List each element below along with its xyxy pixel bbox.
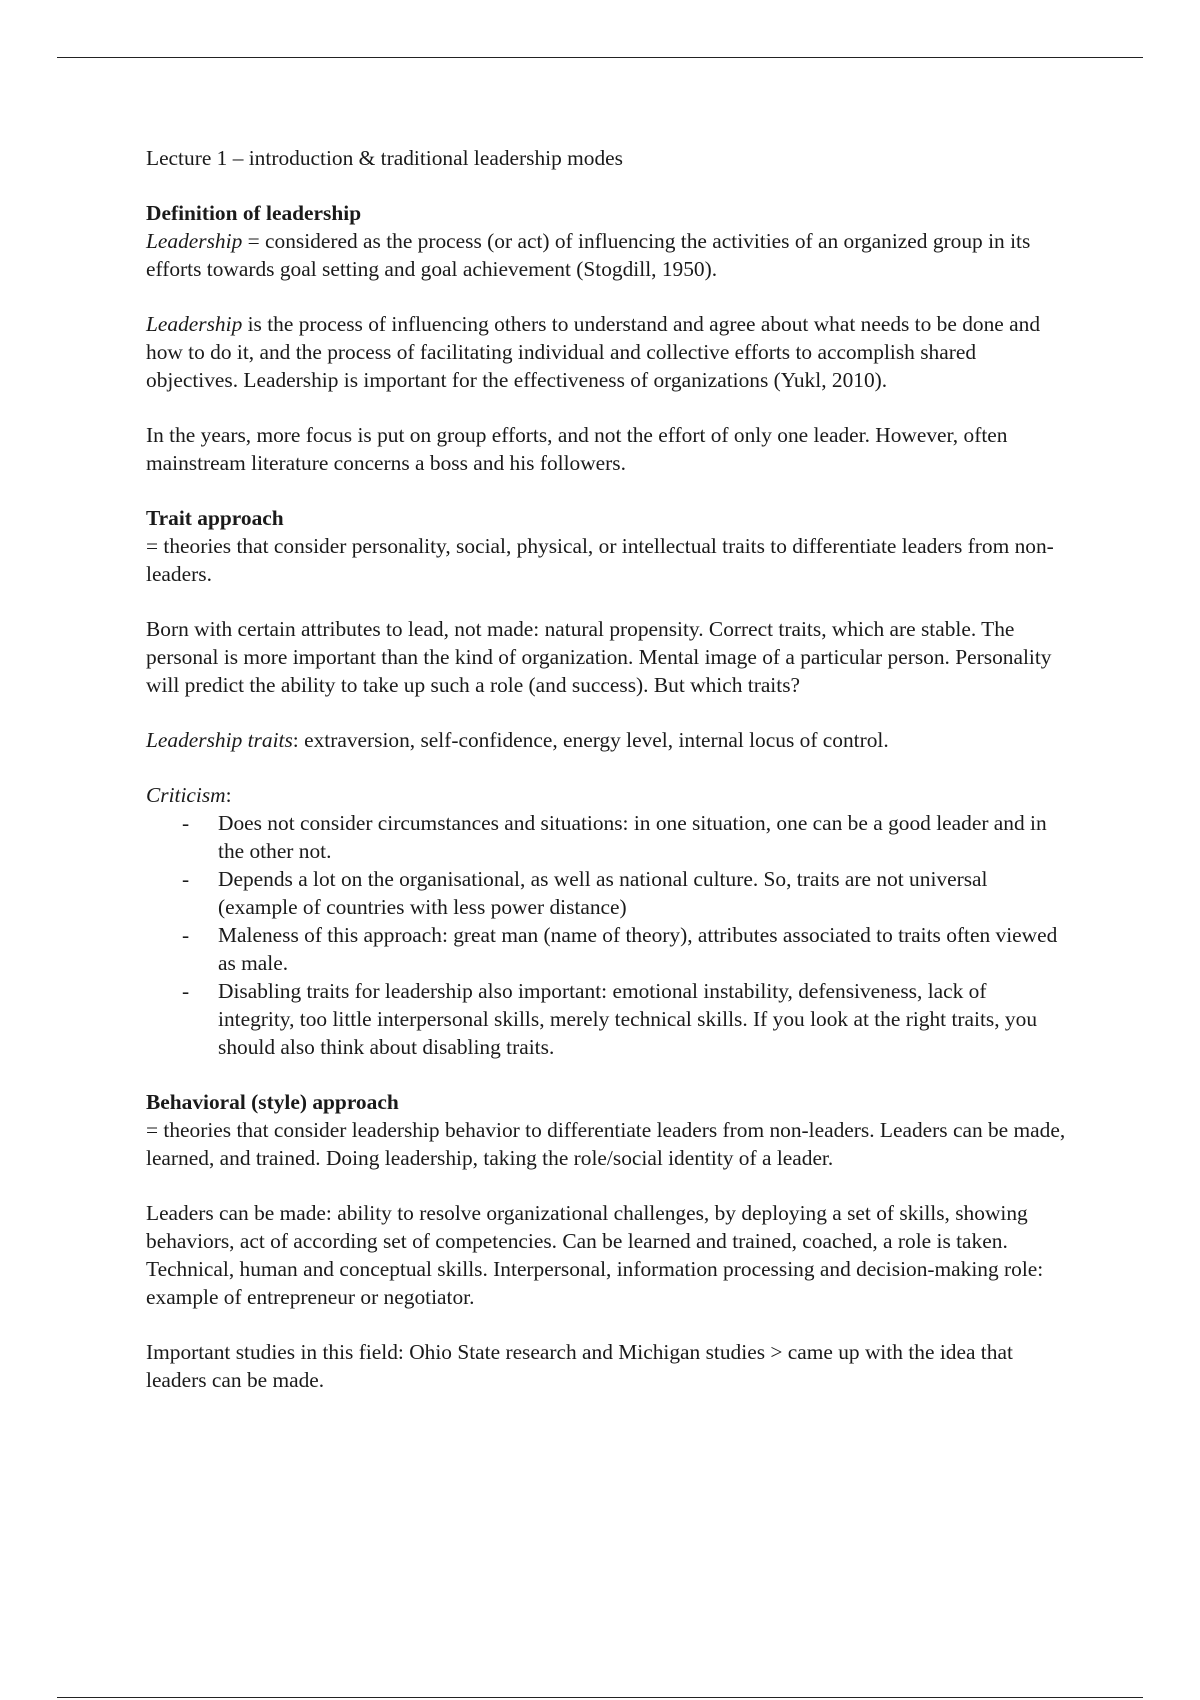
bullet-dash: -: [182, 811, 190, 835]
definition-paragraph-3: In the years, more focus is put on group efforts, and not the effort of only one leader. However, often mainstream literature concerns a boss and his followers.: [146, 423, 1008, 475]
list-item: - Depends a lot on the organisational, as well as national culture. So, traits are not universal (example of countries with less power distance): [182, 867, 988, 919]
bullet-dash: -: [182, 867, 190, 891]
criticism-list: [146, 809, 1066, 1061]
list-item: - Disabling traits for leadership also important: emotional instability, defensiveness, lack of integrity, too little interpersonal skills, merely technical skills. If you look at the right traits, you should also think about disabling traits.: [182, 979, 1038, 1059]
definition-paragraph-1: Leadership = considered as the process (or act) of influencing the activities of an organized group in its efforts towards goal setting and goal achievement (Stogdill, 1950).: [146, 229, 1031, 281]
bullet-dash: -: [182, 979, 190, 1003]
behavioral-paragraph-1: = theories that consider leadership behavior to differentiate leaders from non-leaders. Leaders can be made, learned, and trained. Doing leadership, taking the role/social identity of a leader.: [146, 1118, 1066, 1170]
criticism-label: Criticism:: [146, 783, 232, 807]
section-heading-behavioral: Behavioral (style) approach: [146, 1090, 399, 1114]
leadership-traits-paragraph: Leadership traits: extraversion, self-confidence, energy level, internal locus of control.: [146, 728, 889, 752]
definition-paragraph-2: Leadership is the process of influencing others to understand and agree about what needs to be done and how to do it, and the process of facilitating individual and collective efforts to accomplish shared objectives. Leadership is important for the effectiveness of organizations (Yukl, 2010).: [146, 312, 1041, 392]
section-heading-trait: Trait approach: [146, 506, 284, 530]
term-leadership: Leadership: [146, 229, 243, 253]
bullet-dash: -: [182, 923, 190, 947]
term-criticism: Criticism: [146, 783, 226, 807]
section-heading-definition: Definition of leadership: [146, 201, 362, 225]
lecture-title: Lecture 1 – introduction & traditional leadership modes: [146, 146, 623, 170]
term-leadership-traits: Leadership traits: [146, 728, 293, 752]
term-leadership: Leadership: [146, 312, 243, 336]
trait-paragraph-2: Born with certain attributes to lead, not made: natural propensity. Correct traits, which are stable. The personal is more important than the kind of organization. Mental image of a particular person. Personality will predict the ability to take up such a role (and success). But which traits?: [146, 617, 1052, 697]
behavioral-paragraph-3: Important studies in this field: Ohio State research and Michigan studies > came up with the idea that leaders can be made.: [146, 1340, 1013, 1392]
page-bottom-rule: [57, 1697, 1143, 1698]
behavioral-paragraph-2: Leaders can be made: ability to resolve organizational challenges, by deploying a set of skills, showing behaviors, act of according set of competencies. Can be learned and trained, coached, a role is taken. Technical, human and conceptual skills. Interpersonal, information processing and decision-making role: example of entrepreneur or negotiator.: [146, 1201, 1044, 1309]
list-item: - Maleness of this approach: great man (name of theory), attributes associated to traits often viewed as male.: [182, 923, 1058, 975]
list-item: - Does not consider circumstances and situations: in one situation, one can be a good leader and in the other not.: [182, 811, 1047, 863]
trait-paragraph-1: = theories that consider personality, social, physical, or intellectual traits to differentiate leaders from non-leaders.: [146, 534, 1054, 586]
page-top-rule: [57, 57, 1143, 58]
document-body: [146, 144, 1066, 1394]
